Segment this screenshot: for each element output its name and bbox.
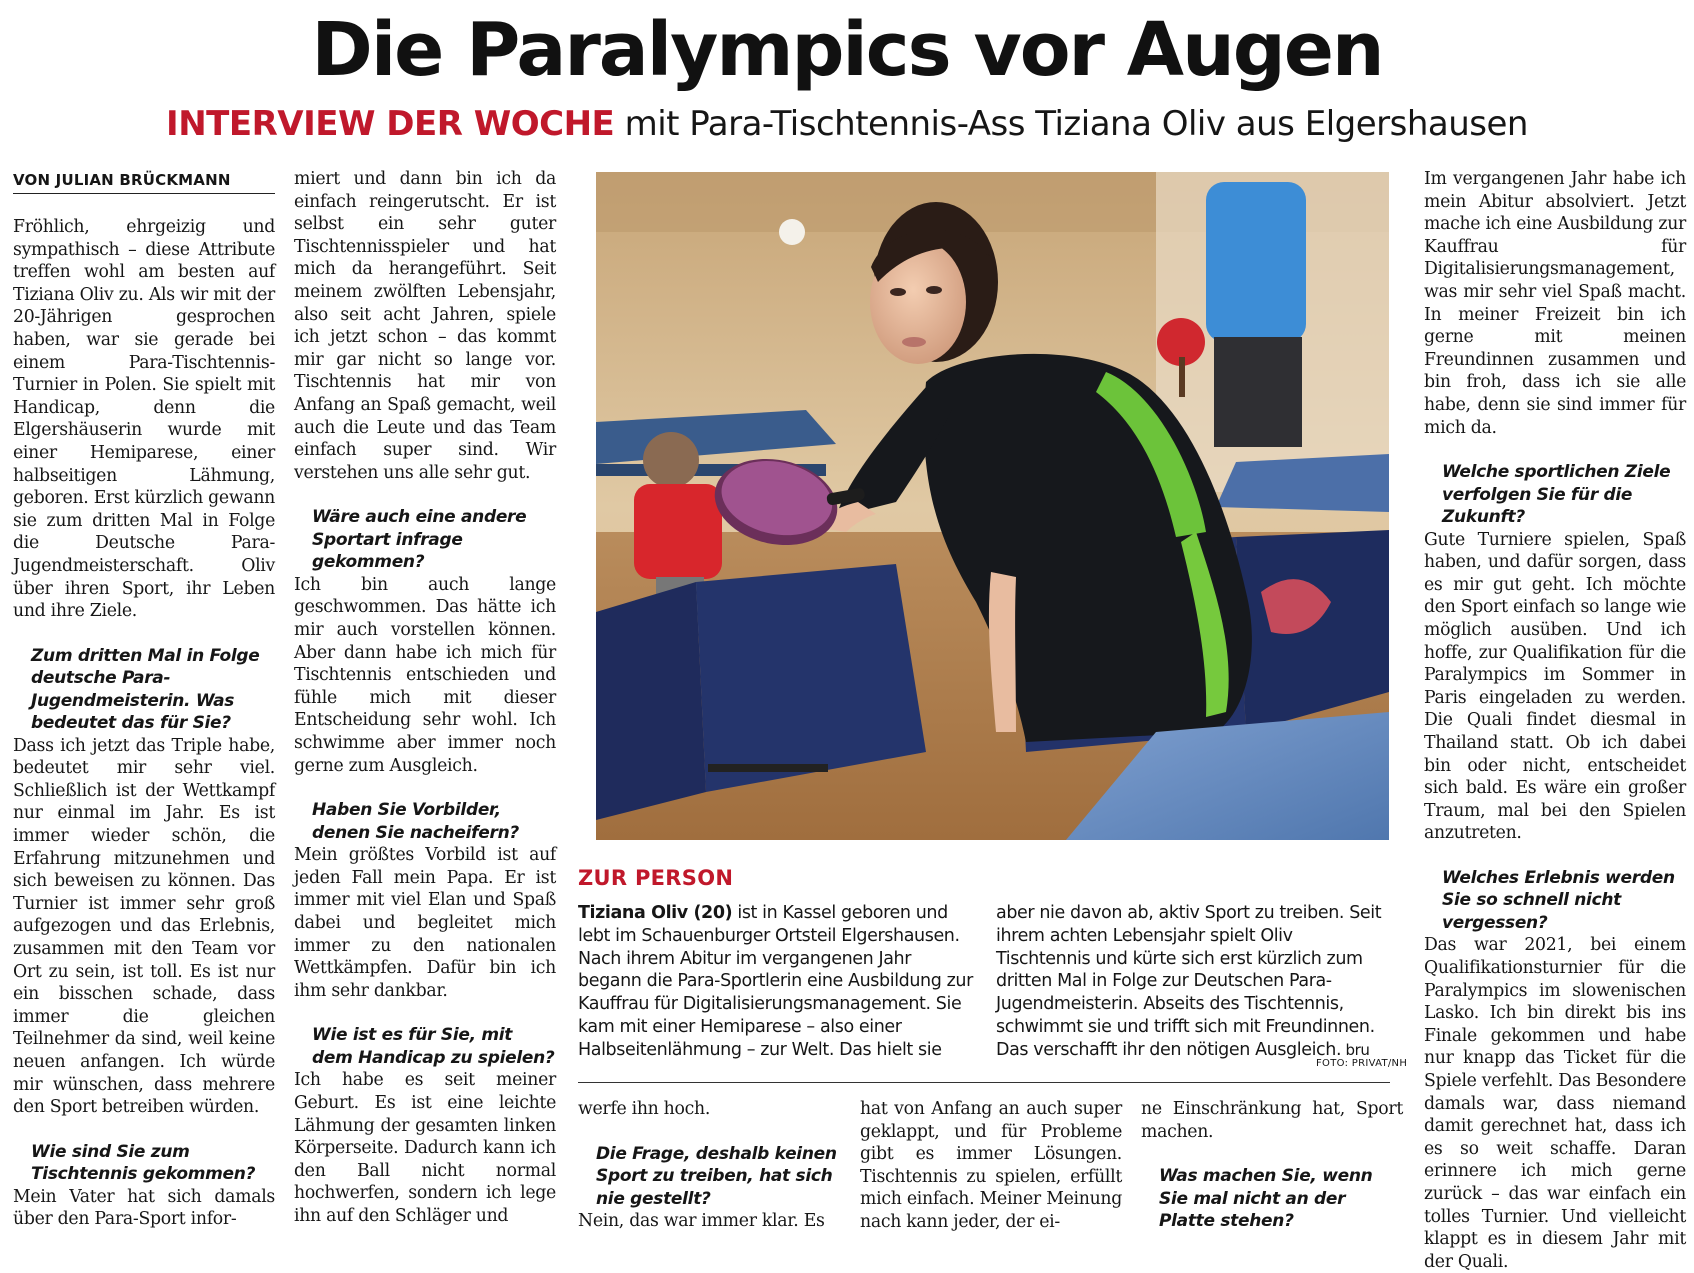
interview-question: Wie ist es für Sie, mit dem Handicap zu spielen? <box>312 1025 555 1068</box>
info-box-column-2 <box>996 902 1390 1062</box>
bottom-column-3 <box>1141 1098 1403 1233</box>
interview-question: Wie sind Sie zum Tischtennis gekommen? <box>31 1141 256 1185</box>
info-box-text-part-2: aber nie davon ab, aktiv Sport zu treiben. Seit ihrem achten Lebensjahr spielt Oliv Tischtennis und kürte sich erst kürzlich zum dritten Mal in Folge zur Deutschen Para-Jugendmeisterin. Abseits des Tischtennis, schwimmt sie und trifft sich mit Freundinnen. Das verschafft ihr den nötigen Ausgleich. <box>996 903 1382 1060</box>
interview-question: Haben Sie Vorbilder, denen Sie nacheifern? <box>312 800 519 843</box>
photo-credit: FOTO: PRIVAT/NH <box>1316 1058 1408 1069</box>
interview-answer: Ich habe es seit meiner Geburt. Es ist eine leichte Lähmung der gesamten linken Körperseite. Dadurch kann ich den Ball nicht normal hochwerfen, sondern ich lege ihn auf den Schläger und <box>294 1070 556 1226</box>
interview-question: Wäre auch eine andere Sportart infrage gekommen? <box>312 507 527 573</box>
info-box-heading: ZUR PERSON <box>578 866 734 890</box>
interview-answer: Nein, das war immer klar. Es <box>578 1211 825 1232</box>
headline: Die Paralympics vor Augen <box>311 7 1383 93</box>
info-box-column-1 <box>578 902 974 1062</box>
interview-answer: hat von Anfang an auch super geklappt, und für Probleme gibt es immer Lösungen. Tischtennis zu spielen, erfüllt mich einfach. Meiner Meinung nach kann jeder, der ei- <box>860 1099 1122 1232</box>
interview-question: Was machen Sie, wenn Sie mal nicht an der Platte stehen? <box>1159 1166 1373 1232</box>
interview-question: Welches Erlebnis werden Sie so schnell nicht vergessen? <box>1442 867 1675 933</box>
info-box-text-part-1: ist in Kassel geboren und lebt im Schauenburger Ortsteil Elgershausen. Nach ihrem Abitur im vergangenen Jahr begann die Para-Sportlerin eine Ausbildung zur Kauffrau für Digitalisierungsmanagement. Sie kam mit einer Hemiparese – also einer Halbseitenlähmung – zur Welt. Das hielt sie <box>578 903 973 1060</box>
subhead-text: mit Para-Tischtennis-Ass Tiziana Oliv aus Elgershausen <box>614 104 1528 144</box>
subheadline <box>0 100 1694 148</box>
interview-answer: Ich bin auch lange geschwommen. Das hätte ich mir auch vorstellen können. Aber dann habe ich mich für Tischtennis entschieden und fühle mich mit dieser Entscheidung sehr wohl. Ich schwimme aber immer noch gerne zum Ausgleich. <box>294 574 556 776</box>
info-box-text <box>578 902 974 1062</box>
info-box-bottom-rule <box>578 1082 1390 1083</box>
interview-answer: ne Einschränkung hat, Sport machen. <box>1141 1099 1403 1142</box>
interview-answer: Im vergangenen Jahr habe ich mein Abitur absolviert. Jetzt mache ich eine Ausbildung zur Kauffrau für Digitalisierungsmanagement, was mir sehr viel Spaß macht. In meiner Freizeit bin ich gerne mit meinen Freundinnen zusammen und bin froh, dass ich sie alle habe, denn sie sind immer für mich da. <box>1424 169 1686 438</box>
interview-answer: Gute Turniere spielen, Spaß haben, und dafür sorgen, dass es mir gut geht. Ich möchte den Sport einfach so lange wie möglich ausüben. Und ich hoffe, zur Qualifikation für die Paralympics im Sommer in Paris eingeladen zu werden. Die Quali findet diesmal in Thailand statt. Ob ich dabei bin oder nicht, entscheidet sich bald. Es wäre ein großer Traum, mal bei den Spielen anzutreten. <box>1424 529 1686 844</box>
article-column-2 <box>294 168 556 1227</box>
interview-answer: werfe ihn hoch. <box>578 1099 711 1119</box>
bottom-column-2 <box>860 1098 1122 1234</box>
table-tennis-player-illustration <box>596 172 1389 840</box>
interview-answer: Mein Vater hat sich damals über den Para-Sport infor- <box>13 1186 275 1230</box>
article-photo <box>596 172 1389 840</box>
article-column-1 <box>13 216 275 1231</box>
interview-question: Die Frage, deshalb keinen Sport zu treiben, hat sich nie gestellt? <box>596 1143 837 1209</box>
interview-answer: Dass ich jetzt das Triple habe, bedeutet mir sehr viel. Schließlich ist der Wettkampf nur einmal im Jahr. Es ist immer wieder schön, die Erfahrung mitzunehmen und sich beweisen zu können. Das Turnier ist immer sehr groß aufgezogen und das Erlebnis, zusammen mit den Team vor Ort zu sein, ist toll. Es ist nur ein bisschen schade, dass immer die gleichen Teilnehmer da sind, weil keine neuen anfangen. Ich würde mir wünschen, dass mehrere den Sport betreiben würden. <box>13 735 275 1118</box>
info-box-text <box>996 902 1390 1062</box>
interview-answer: Das war 2021, bei einem Qualifikationsturnier für die Paralympics im slowenischen Lasko. Ich bin direkt bis ins Finale gekommen und habe nur knapp das Ticket für die Spiele verfehlt. Das Besondere damals war, dass niemand damit gerechnet hat, dass ich es so weit schaffe. Daran erinnere ich mich gerne zurück – das war einfach ein tolles Turnier. Und vielleicht klappt es in diesem Jahr mit der Quali. <box>1424 935 1686 1272</box>
byline: VON JULIAN BRÜCKMANN <box>13 170 275 194</box>
interview-answer: miert und dann bin ich da einfach reingerutscht. Er ist selbst ein sehr guter Tischtennisspieler und hat mich da herangeführt. Seit meinem zwölften Lebensjahr, also seit acht Jahren, spiele ich jetzt schon – das kommt mir gar nicht so lange vor. Tischtennis hat mir von Anfang an Spaß gemacht, weil auch die Leute und das Team einfach super sind. Wir verstehen uns alle sehr gut. <box>294 169 556 483</box>
interview-question: Zum dritten Mal in Folge deutsche Para-Jugendmeisterin. Was bedeutet das für Sie? <box>31 645 260 734</box>
article-column-4 <box>1424 168 1686 1273</box>
interview-question: Welche sportlichen Ziele verfolgen Sie für die Zukunft? <box>1442 462 1671 528</box>
info-box-name: Tiziana Oliv (20) <box>578 903 733 923</box>
bottom-column-1 <box>578 1098 841 1233</box>
author-signature: bru <box>1341 1040 1370 1059</box>
intro-paragraph: Fröhlich, ehrgeizig und sympathisch – diese Attribute treffen wohl am besten auf Tiziana Oliv zu. Als wir mit der 20-Jährigen gesprochen haben, war sie gerade bei einem Para-Tischtennis-Turnier in Polen. Sie spielt mit Handicap, denn die Elgershäuserin wurde mit einer Hemiparese, einer halbseitigen Lähmung, geboren. Erst kürzlich gewann sie zum dritten Mal in Folge die Deutsche Para-Jugendmeisterschaft. Oliv über ihren Sport, ihr Leben und ihre Ziele. <box>13 217 275 622</box>
subhead-kicker: INTERVIEW DER WOCHE <box>166 104 615 144</box>
interview-answer: Mein größtes Vorbild ist auf jeden Fall mein Papa. Er ist immer mit viel Elan und Spaß dabei und begleitet mich immer zu den nationalen Wettkämpfen. Dafür bin ich ihm sehr dankbar. <box>294 845 556 1001</box>
